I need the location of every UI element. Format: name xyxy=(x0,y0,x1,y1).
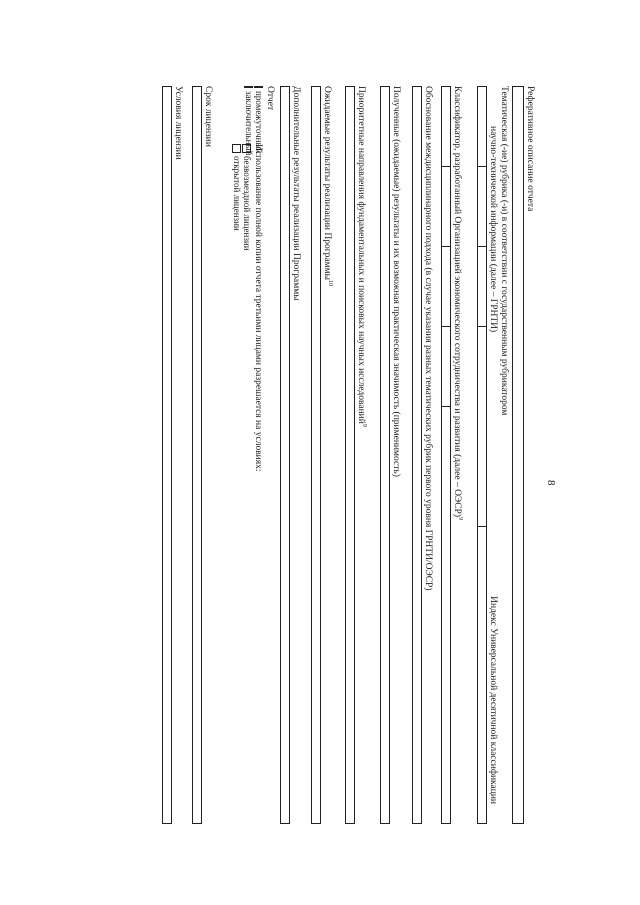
expected-label xyxy=(321,86,335,824)
interdisciplinary-label: Обоснование междисциплинарного подхода (в случае указания разных тематических рубрик первого уровня ГРНТИ/ОЭСР) xyxy=(423,86,433,591)
page-number: 8 xyxy=(545,480,557,486)
oecd-section xyxy=(441,86,465,824)
grnti-label-line1: Тематическая (-ие) рубрика (-и) в соответствии с государственным рубрикатором xyxy=(499,86,509,416)
oecd-cell-3[interactable] xyxy=(442,247,450,327)
additional-label: Дополнительные результаты реализации Программы xyxy=(291,86,301,301)
priority-label xyxy=(355,86,369,824)
oecd-boxes xyxy=(441,86,451,824)
abstract-box[interactable] xyxy=(512,86,524,824)
oecd-cell-4[interactable] xyxy=(442,327,450,407)
oecd-cell-5[interactable] xyxy=(442,407,450,823)
usage-option-open[interactable] xyxy=(232,144,242,824)
expected-label-text: Ожидаемые результаты реализации Программы xyxy=(321,86,332,281)
oecd-label-text: Классификатор, разработанный Организацией экономического сотрудничества и развития (далее – ОЭСР) xyxy=(451,86,462,517)
priority-section xyxy=(345,86,369,824)
oecd-cell-1[interactable] xyxy=(442,87,450,167)
abstract-label: Реферативное описание отчета xyxy=(525,86,535,212)
additional-box[interactable] xyxy=(280,86,290,824)
usage-option-free[interactable] xyxy=(242,144,252,824)
additional-section xyxy=(280,86,301,824)
results-label: Полученные (ожидаемые) результаты и их возможная практическая значимость (применимость) xyxy=(391,86,401,477)
oecd-label xyxy=(451,86,465,824)
usage-open-checkbox[interactable] xyxy=(233,144,242,153)
license-term-label: Срок лицензии xyxy=(203,86,213,147)
report-option-final[interactable] xyxy=(244,86,254,156)
oecd-cell-2[interactable] xyxy=(442,167,450,247)
license-term-section xyxy=(192,86,213,824)
usage-group xyxy=(232,144,275,824)
priority-box[interactable] xyxy=(345,86,355,824)
udc-cell[interactable] xyxy=(478,527,486,823)
report-final-label: заключительный xyxy=(244,91,254,156)
usage-label: Использование полной копии отчета третьими лицами разрешается на условиях: xyxy=(253,144,263,472)
usage-open-label: открытой лицензии xyxy=(232,156,242,231)
report-type-label: Отчет xyxy=(265,86,275,111)
grnti-cell-4[interactable] xyxy=(478,327,486,527)
report-option-interim[interactable] xyxy=(254,86,264,154)
license-terms-label: Условия лицензии xyxy=(173,86,183,160)
grnti-label-line2: научно-технической информации (далее – ГРНТИ) xyxy=(488,126,498,333)
priority-label-text: Приоритетные направления фундаментальных и поисковых научных исследований xyxy=(355,86,366,424)
results-box[interactable] xyxy=(380,86,390,824)
grnti-cell-1[interactable] xyxy=(478,87,486,167)
grnti-section xyxy=(477,86,509,824)
report-interim-checkbox[interactable] xyxy=(255,86,264,88)
usage-free-label: безвозмездной лицензии xyxy=(242,156,252,251)
interdisciplinary-box[interactable] xyxy=(412,86,422,824)
expected-box[interactable] xyxy=(311,86,321,824)
license-terms-box[interactable] xyxy=(162,86,172,824)
udc-label: Индекс Универсальной десятичной классификации xyxy=(488,596,498,804)
report-type-group xyxy=(232,86,275,156)
usage-free-checkbox[interactable] xyxy=(243,144,252,153)
report-final-checkbox[interactable] xyxy=(245,86,254,88)
license-terms-section xyxy=(162,86,183,824)
expected-section xyxy=(311,86,335,824)
grnti-cell-2[interactable] xyxy=(478,167,486,247)
expected-footnote: 10 xyxy=(327,280,333,287)
report-usage-row xyxy=(232,86,275,824)
rotated-form-page xyxy=(95,80,557,880)
results-section xyxy=(380,86,401,824)
priority-footnote: 9 xyxy=(361,423,367,427)
oecd-footnote: 9 xyxy=(457,517,463,520)
abstract-section xyxy=(512,86,535,824)
grnti-udc-boxes xyxy=(477,86,487,824)
license-term-box[interactable] xyxy=(192,86,202,824)
report-interim-label: промежуточный xyxy=(254,91,264,154)
grnti-cell-3[interactable] xyxy=(478,247,486,327)
interdisciplinary-section xyxy=(412,86,433,824)
